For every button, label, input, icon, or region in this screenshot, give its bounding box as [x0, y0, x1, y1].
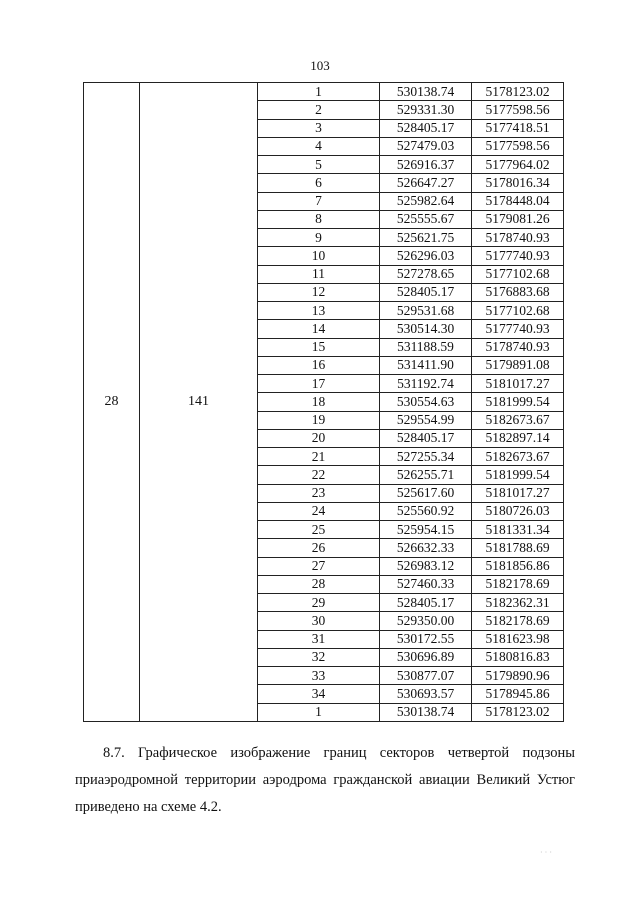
point-number-cell: 24 — [258, 502, 380, 520]
x-coordinate-cell: 526255.71 — [380, 466, 472, 484]
point-number-cell: 13 — [258, 302, 380, 320]
x-coordinate-cell: 531411.90 — [380, 356, 472, 374]
y-coordinate-cell: 5179890.96 — [472, 667, 564, 685]
x-coordinate-cell: 526916.37 — [380, 156, 472, 174]
point-number-cell: 20 — [258, 429, 380, 447]
y-coordinate-cell: 5177102.68 — [472, 265, 564, 283]
x-coordinate-cell: 530693.57 — [380, 685, 472, 703]
y-coordinate-cell: 5182178.69 — [472, 612, 564, 630]
x-coordinate-cell: 527255.34 — [380, 448, 472, 466]
y-coordinate-cell: 5178740.93 — [472, 229, 564, 247]
y-coordinate-cell: 5181999.54 — [472, 393, 564, 411]
y-coordinate-cell: 5176883.68 — [472, 283, 564, 301]
y-coordinate-cell: 5182362.31 — [472, 594, 564, 612]
x-coordinate-cell: 525621.75 — [380, 229, 472, 247]
x-coordinate-cell: 526647.27 — [380, 174, 472, 192]
point-number-cell: 1 — [258, 703, 380, 721]
y-coordinate-cell: 5180726.03 — [472, 502, 564, 520]
y-coordinate-cell: 5177598.56 — [472, 137, 564, 155]
y-coordinate-cell: 5181788.69 — [472, 539, 564, 557]
point-number-cell: 17 — [258, 375, 380, 393]
point-number-cell: 27 — [258, 557, 380, 575]
y-coordinate-cell: 5179081.26 — [472, 210, 564, 228]
point-number-cell: 29 — [258, 594, 380, 612]
y-coordinate-cell: 5181017.27 — [472, 484, 564, 502]
scan-artifact: · · · — [540, 848, 552, 857]
x-coordinate-cell: 530696.89 — [380, 648, 472, 666]
point-number-cell: 3 — [258, 119, 380, 137]
point-number-cell: 2 — [258, 101, 380, 119]
point-number-cell: 7 — [258, 192, 380, 210]
x-coordinate-cell: 528405.17 — [380, 283, 472, 301]
y-coordinate-cell: 5177740.93 — [472, 320, 564, 338]
point-number-cell: 28 — [258, 575, 380, 593]
sector-cell: 28 — [84, 83, 140, 722]
x-coordinate-cell: 529331.30 — [380, 101, 472, 119]
x-coordinate-cell: 529531.68 — [380, 302, 472, 320]
y-coordinate-cell: 5181623.98 — [472, 630, 564, 648]
y-coordinate-cell: 5180816.83 — [472, 648, 564, 666]
x-coordinate-cell: 531192.74 — [380, 375, 472, 393]
point-number-cell: 9 — [258, 229, 380, 247]
y-coordinate-cell: 5177102.68 — [472, 302, 564, 320]
point-number-cell: 34 — [258, 685, 380, 703]
x-coordinate-cell: 525560.92 — [380, 502, 472, 520]
y-coordinate-cell: 5181856.86 — [472, 557, 564, 575]
coordinates-table-body — [84, 83, 564, 722]
x-coordinate-cell: 527278.65 — [380, 265, 472, 283]
point-number-cell: 10 — [258, 247, 380, 265]
y-coordinate-cell: 5177964.02 — [472, 156, 564, 174]
y-coordinate-cell: 5177740.93 — [472, 247, 564, 265]
point-number-cell: 5 — [258, 156, 380, 174]
table-row — [84, 83, 564, 101]
x-coordinate-cell: 526983.12 — [380, 557, 472, 575]
y-coordinate-cell: 5181331.34 — [472, 521, 564, 539]
y-coordinate-cell: 5178448.04 — [472, 192, 564, 210]
point-number-cell: 23 — [258, 484, 380, 502]
page-number: 103 — [310, 58, 330, 73]
y-coordinate-cell: 5178740.93 — [472, 338, 564, 356]
x-coordinate-cell: 529350.00 — [380, 612, 472, 630]
x-coordinate-cell: 525982.64 — [380, 192, 472, 210]
point-number-cell: 25 — [258, 521, 380, 539]
caption-line-3: приведено на схеме 4.2. — [75, 799, 222, 815]
point-number-cell: 15 — [258, 338, 380, 356]
x-coordinate-cell: 525617.60 — [380, 484, 472, 502]
caption-paragraph — [75, 740, 575, 821]
y-coordinate-cell: 5178945.86 — [472, 685, 564, 703]
x-coordinate-cell: 530138.74 — [380, 703, 472, 721]
caption-line-2: приаэродромной территории аэродрома гражданской авиации Великий Устюг — [75, 772, 575, 788]
point-number-cell: 21 — [258, 448, 380, 466]
point-number-cell: 4 — [258, 137, 380, 155]
point-number-cell: 22 — [258, 466, 380, 484]
point-number-cell: 26 — [258, 539, 380, 557]
point-number-cell: 11 — [258, 265, 380, 283]
point-number-cell: 1 — [258, 83, 380, 101]
point-number-cell: 12 — [258, 283, 380, 301]
y-coordinate-cell: 5179891.08 — [472, 356, 564, 374]
point-number-cell: 32 — [258, 648, 380, 666]
y-coordinate-cell: 5178123.02 — [472, 703, 564, 721]
x-coordinate-cell: 530172.55 — [380, 630, 472, 648]
point-number-cell: 30 — [258, 612, 380, 630]
x-coordinate-cell: 526296.03 — [380, 247, 472, 265]
y-coordinate-cell: 5181017.27 — [472, 375, 564, 393]
x-coordinate-cell: 526632.33 — [380, 539, 472, 557]
y-coordinate-cell: 5177418.51 — [472, 119, 564, 137]
x-coordinate-cell: 529554.99 — [380, 411, 472, 429]
x-coordinate-cell: 525954.15 — [380, 521, 472, 539]
group-cell: 141 — [140, 83, 258, 722]
point-number-cell: 19 — [258, 411, 380, 429]
y-coordinate-cell: 5182673.67 — [472, 411, 564, 429]
y-coordinate-cell: 5182178.69 — [472, 575, 564, 593]
y-coordinate-cell: 5182673.67 — [472, 448, 564, 466]
x-coordinate-cell: 530877.07 — [380, 667, 472, 685]
point-number-cell: 8 — [258, 210, 380, 228]
coordinates-table — [83, 82, 564, 722]
x-coordinate-cell: 527479.03 — [380, 137, 472, 155]
y-coordinate-cell: 5177598.56 — [472, 101, 564, 119]
x-coordinate-cell: 525555.67 — [380, 210, 472, 228]
y-coordinate-cell: 5181999.54 — [472, 466, 564, 484]
x-coordinate-cell: 530138.74 — [380, 83, 472, 101]
caption-line-1: 8.7. Графическое изображение границ секторов четвертой подзоны — [103, 745, 575, 761]
x-coordinate-cell: 530514.30 — [380, 320, 472, 338]
y-coordinate-cell: 5178016.34 — [472, 174, 564, 192]
point-number-cell: 33 — [258, 667, 380, 685]
x-coordinate-cell: 528405.17 — [380, 594, 472, 612]
point-number-cell: 14 — [258, 320, 380, 338]
point-number-cell: 31 — [258, 630, 380, 648]
y-coordinate-cell: 5178123.02 — [472, 83, 564, 101]
point-number-cell: 16 — [258, 356, 380, 374]
x-coordinate-cell: 528405.17 — [380, 119, 472, 137]
point-number-cell: 6 — [258, 174, 380, 192]
point-number-cell: 18 — [258, 393, 380, 411]
y-coordinate-cell: 5182897.14 — [472, 429, 564, 447]
x-coordinate-cell: 528405.17 — [380, 429, 472, 447]
x-coordinate-cell: 530554.63 — [380, 393, 472, 411]
x-coordinate-cell: 527460.33 — [380, 575, 472, 593]
x-coordinate-cell: 531188.59 — [380, 338, 472, 356]
